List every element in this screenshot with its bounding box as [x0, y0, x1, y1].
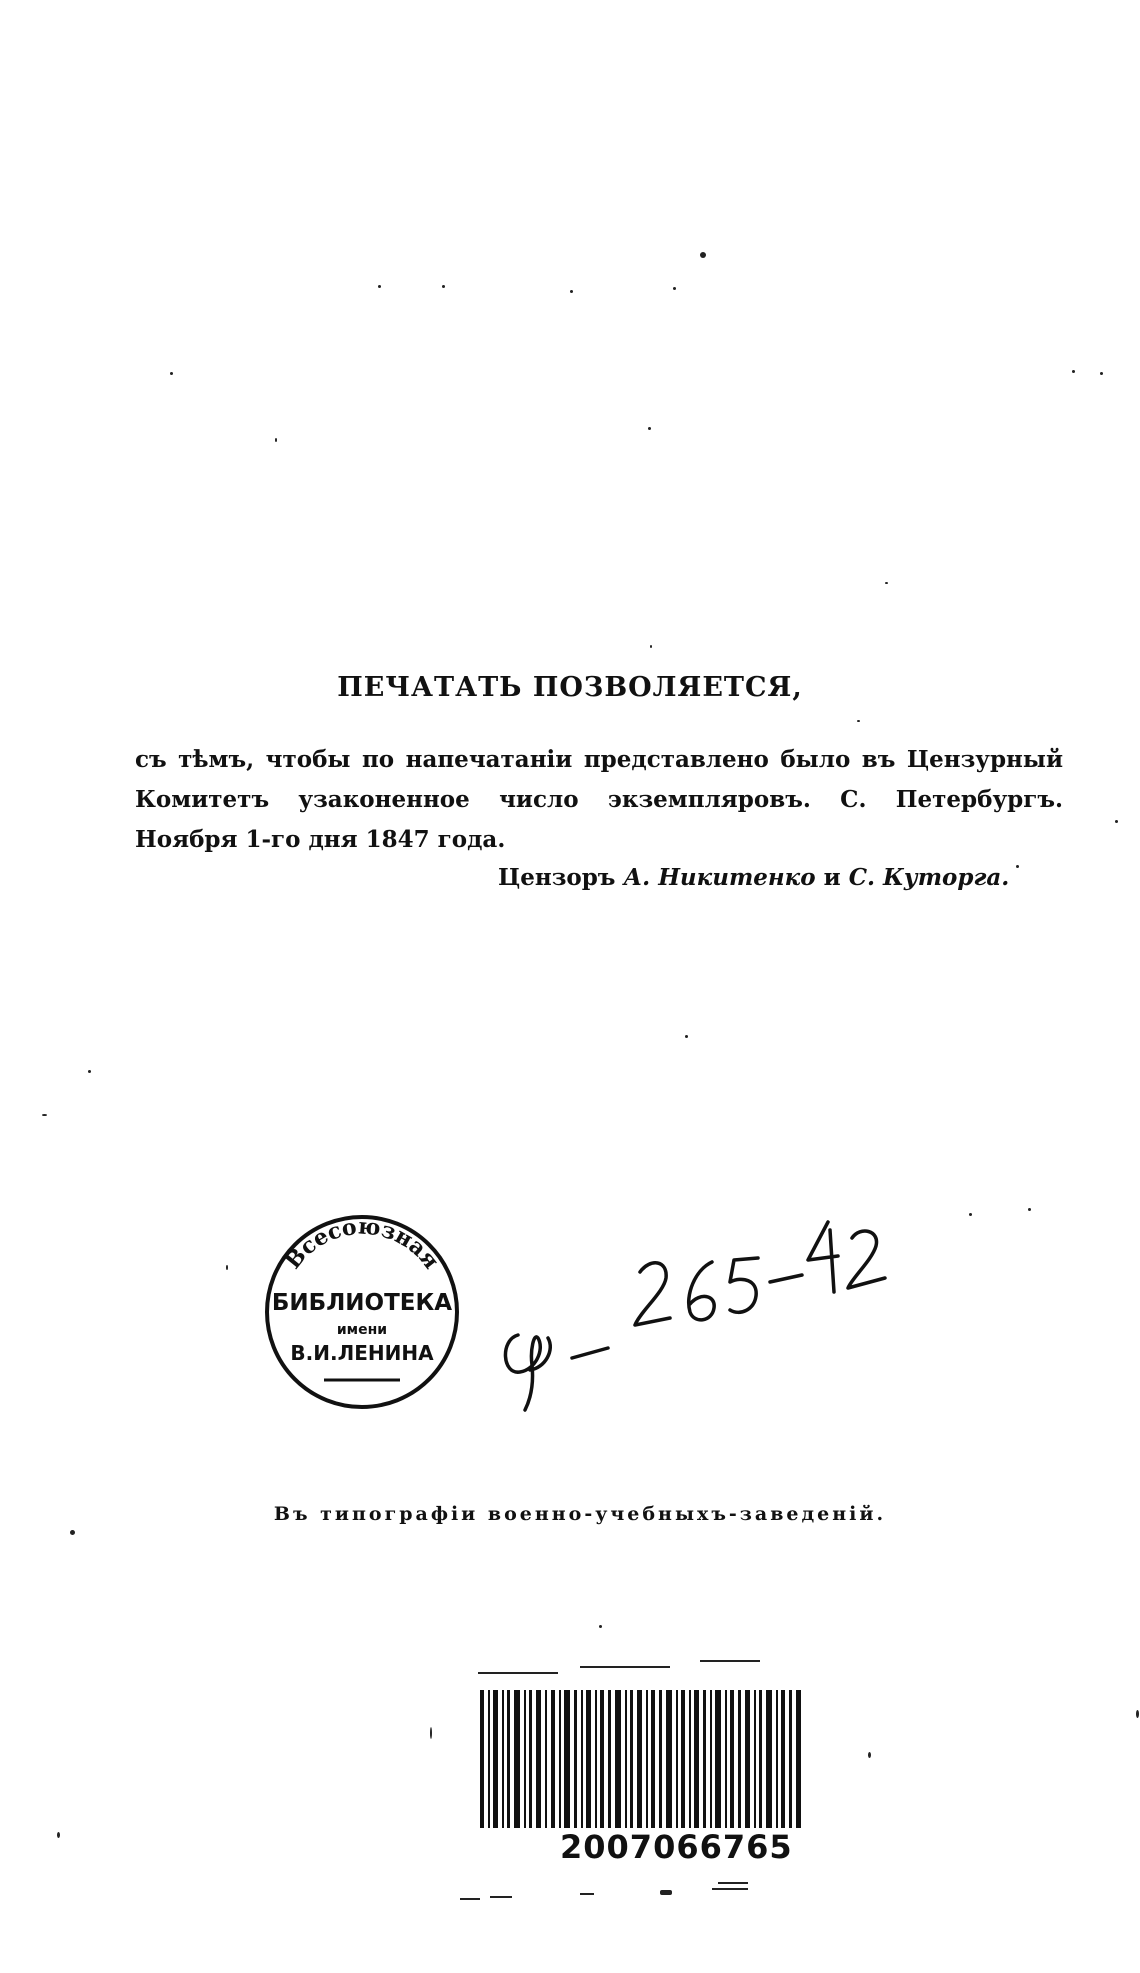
scan-dash	[580, 1666, 670, 1668]
scan-dash	[660, 1890, 672, 1895]
svg-text:Всесоюзная	[280, 1213, 444, 1274]
censor-and: и	[823, 864, 841, 891]
stamp-arc-text: Всесоюзная	[279, 1213, 445, 1274]
scan-speck	[857, 720, 860, 722]
scan-dash	[712, 1888, 748, 1890]
scan-speck	[430, 1727, 432, 1739]
censorship-paragraph: съ тѣмъ, чтобы по напечатаніи представлено было въ Цензурный Комитетъ узаконенное число экземпляровъ. С. Петербургъ. Ноября 1-го дня 1847 года.	[135, 746, 1063, 853]
scan-speck	[226, 1265, 228, 1270]
scan-speck	[599, 1625, 602, 1628]
scan-speck	[570, 290, 573, 293]
scan-speck	[885, 582, 888, 584]
scan-speck	[1136, 1710, 1139, 1718]
scan-speck	[275, 438, 277, 442]
scan-speck	[1028, 1208, 1031, 1211]
scan-dash	[490, 1896, 512, 1898]
handwritten-shelfmark	[490, 1200, 890, 1420]
scan-speck	[969, 1213, 972, 1216]
scan-dash	[460, 1898, 480, 1900]
scan-speck	[648, 427, 651, 430]
typography-line: Въ типографіи военно-учебныхъ-заведеній.	[273, 1503, 887, 1525]
scan-speck	[378, 285, 381, 288]
scan-speck	[42, 1114, 47, 1116]
scan-speck	[1115, 820, 1118, 823]
stamp-line-1: БИБЛИОТЕКА	[271, 1290, 453, 1316]
scan-speck	[673, 287, 676, 290]
scan-speck	[70, 1530, 75, 1535]
censor-line	[498, 864, 1009, 891]
scan-speck	[88, 1070, 91, 1073]
library-stamp	[262, 1212, 462, 1412]
censor-name-2: С. Куторга.	[848, 864, 1010, 891]
scan-speck	[650, 645, 652, 648]
page-heading: ПЕЧАТАТЬ ПОЗВОЛЯЕТСЯ,	[337, 672, 803, 703]
scan-speck	[685, 1035, 688, 1038]
scan-dash	[718, 1882, 748, 1884]
scan-speck	[57, 1832, 60, 1838]
scan-speck	[1100, 372, 1103, 375]
censor-prefix: Цензоръ	[498, 864, 616, 891]
barcode	[475, 1690, 825, 1840]
scan-dash	[478, 1672, 558, 1674]
barcode-number: 2007066765	[560, 1828, 793, 1866]
scan-dash	[580, 1893, 594, 1895]
scan-speck	[442, 285, 445, 288]
scan-speck	[1016, 865, 1019, 868]
stamp-line-3: В.И.ЛЕНИНА	[290, 1341, 434, 1365]
scan-dash	[700, 1660, 760, 1662]
scan-speck	[700, 252, 706, 258]
scan-speck	[868, 1752, 871, 1758]
scan-speck	[1072, 370, 1075, 373]
stamp-line-2: имени	[336, 1322, 388, 1338]
censor-name-1: А. Никитенко	[623, 864, 816, 891]
scan-speck	[170, 372, 173, 375]
